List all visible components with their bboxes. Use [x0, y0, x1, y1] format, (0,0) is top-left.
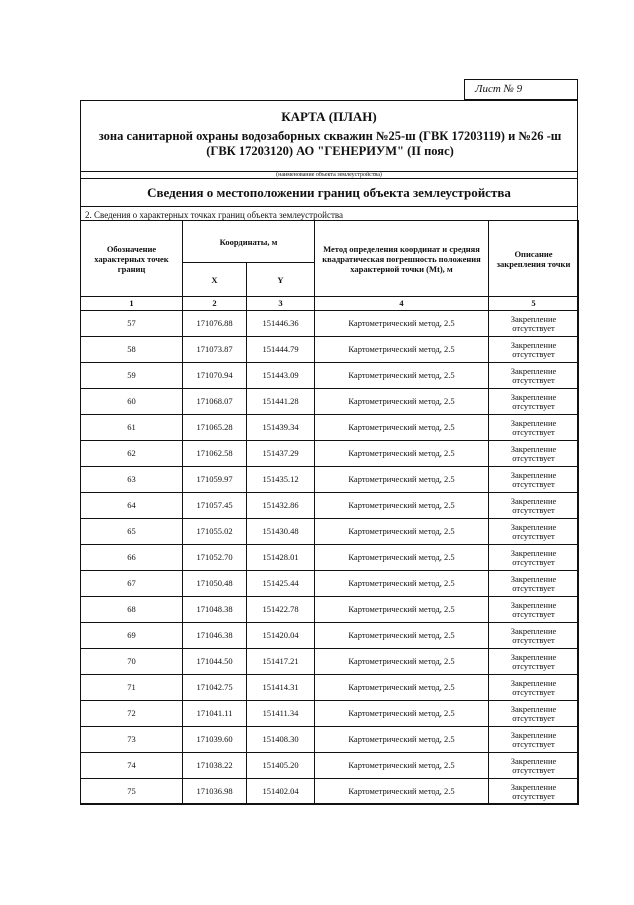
fixing-cell: Закрепление отсутствует — [489, 623, 579, 649]
x-cell: 171036.98 — [183, 779, 247, 805]
method-cell: Картометрический метод, 2.5 — [315, 675, 489, 701]
method-cell: Картометрический метод, 2.5 — [315, 545, 489, 571]
point-cell: 73 — [81, 727, 183, 753]
y-cell: 151446.36 — [247, 311, 315, 337]
method-cell: Картометрический метод, 2.5 — [315, 467, 489, 493]
method-cell: Картометрический метод, 2.5 — [315, 441, 489, 467]
column-number: 3 — [247, 297, 315, 311]
table-row — [81, 363, 579, 389]
boundary-points-table — [80, 220, 579, 805]
x-cell: 171055.02 — [183, 519, 247, 545]
method-cell: Картометрический метод, 2.5 — [315, 311, 489, 337]
point-cell: 60 — [81, 389, 183, 415]
method-cell: Картометрический метод, 2.5 — [315, 571, 489, 597]
fixing-cell: Закрепление отсутствует — [489, 519, 579, 545]
fixing-cell: Закрепление отсутствует — [489, 701, 579, 727]
x-cell: 171059.97 — [183, 467, 247, 493]
method-cell: Картометрический метод, 2.5 — [315, 779, 489, 805]
y-cell: 151444.79 — [247, 337, 315, 363]
table-row — [81, 597, 579, 623]
method-cell: Картометрический метод, 2.5 — [315, 519, 489, 545]
fixing-cell: Закрепление отсутствует — [489, 389, 579, 415]
table-row — [81, 467, 579, 493]
subsection-title: 2. Сведения о характерных точках границ объекта землеустройства — [85, 210, 344, 220]
method-cell: Картометрический метод, 2.5 — [315, 389, 489, 415]
method-cell: Картометрический метод, 2.5 — [315, 649, 489, 675]
y-cell: 151405.20 — [247, 753, 315, 779]
table-row — [81, 649, 579, 675]
fixing-cell: Закрепление отсутствует — [489, 441, 579, 467]
point-cell: 62 — [81, 441, 183, 467]
y-cell: 151441.28 — [247, 389, 315, 415]
x-cell: 171046.38 — [183, 623, 247, 649]
sheet-number: Лист № 9 — [464, 79, 578, 100]
table-row — [81, 571, 579, 597]
method-cell: Картометрический метод, 2.5 — [315, 753, 489, 779]
fixing-cell: Закрепление отсутствует — [489, 727, 579, 753]
table-row — [81, 311, 579, 337]
method-cell: Картометрический метод, 2.5 — [315, 337, 489, 363]
fixing-cell: Закрепление отсутствует — [489, 337, 579, 363]
table-row — [81, 727, 579, 753]
table-row — [81, 389, 579, 415]
table-row — [81, 337, 579, 363]
method-cell: Картометрический метод, 2.5 — [315, 597, 489, 623]
point-cell: 58 — [81, 337, 183, 363]
table-row — [81, 441, 579, 467]
column-number: 2 — [183, 297, 247, 311]
x-cell: 171076.88 — [183, 311, 247, 337]
point-cell: 68 — [81, 597, 183, 623]
y-cell: 151428.01 — [247, 545, 315, 571]
table-row — [81, 753, 579, 779]
point-cell: 71 — [81, 675, 183, 701]
method-cell: Картометрический метод, 2.5 — [315, 701, 489, 727]
x-cell: 171070.94 — [183, 363, 247, 389]
x-cell: 171048.38 — [183, 597, 247, 623]
y-cell: 151402.04 — [247, 779, 315, 805]
point-cell: 66 — [81, 545, 183, 571]
x-cell: 171052.70 — [183, 545, 247, 571]
column-number: 5 — [489, 297, 579, 311]
y-cell: 151443.09 — [247, 363, 315, 389]
point-cell: 69 — [81, 623, 183, 649]
table-row — [81, 519, 579, 545]
divider — [81, 178, 577, 179]
x-cell: 171068.07 — [183, 389, 247, 415]
y-cell: 151420.04 — [247, 623, 315, 649]
fixing-cell: Закрепление отсутствует — [489, 363, 579, 389]
y-cell: 151411.34 — [247, 701, 315, 727]
header-point: Обозначение характерных точек границ — [81, 221, 183, 297]
point-cell: 70 — [81, 649, 183, 675]
fixing-cell: Закрепление отсутствует — [489, 753, 579, 779]
x-cell: 171062.58 — [183, 441, 247, 467]
fixing-cell: Закрепление отсутствует — [489, 545, 579, 571]
point-cell: 67 — [81, 571, 183, 597]
method-cell: Картометрический метод, 2.5 — [315, 415, 489, 441]
fixing-cell: Закрепление отсутствует — [489, 649, 579, 675]
fixing-cell: Закрепление отсутствует — [489, 779, 579, 805]
section-title: Сведения о местоположении границ объекта землеустройства — [147, 185, 511, 200]
point-cell: 72 — [81, 701, 183, 727]
x-cell: 171073.87 — [183, 337, 247, 363]
method-cell: Картометрический метод, 2.5 — [315, 493, 489, 519]
y-cell: 151414.31 — [247, 675, 315, 701]
header-x: X — [183, 263, 247, 297]
column-number: 1 — [81, 297, 183, 311]
x-cell: 171041.11 — [183, 701, 247, 727]
fixing-cell: Закрепление отсутствует — [489, 597, 579, 623]
table-row — [81, 415, 579, 441]
point-cell: 74 — [81, 753, 183, 779]
y-cell: 151430.48 — [247, 519, 315, 545]
y-cell: 151432.86 — [247, 493, 315, 519]
point-cell: 61 — [81, 415, 183, 441]
y-cell: 151435.12 — [247, 467, 315, 493]
x-cell: 171038.22 — [183, 753, 247, 779]
y-cell: 151439.34 — [247, 415, 315, 441]
x-cell: 171044.50 — [183, 649, 247, 675]
point-cell: 75 — [81, 779, 183, 805]
table-row — [81, 675, 579, 701]
fixing-cell: Закрепление отсутствует — [489, 415, 579, 441]
method-cell: Картометрический метод, 2.5 — [315, 363, 489, 389]
document-frame — [80, 100, 578, 804]
header-coordinates: Координаты, м — [183, 221, 315, 263]
table-row — [81, 623, 579, 649]
header-method: Метод определения координат и средняя квадратическая погрешность положения характерной точки (Mt), м — [315, 221, 489, 297]
table-row — [81, 493, 579, 519]
document-title: КАРТА (ПЛАН) — [281, 109, 377, 124]
point-cell: 63 — [81, 467, 183, 493]
divider — [81, 206, 577, 207]
table-row — [81, 701, 579, 727]
y-cell: 151408.30 — [247, 727, 315, 753]
y-cell: 151422.78 — [247, 597, 315, 623]
method-cell: Картометрический метод, 2.5 — [315, 623, 489, 649]
header-y: Y — [247, 263, 315, 297]
column-number: 4 — [315, 297, 489, 311]
method-cell: Картометрический метод, 2.5 — [315, 727, 489, 753]
header-fixing: Описание закрепления точки — [489, 221, 579, 297]
table-row — [81, 545, 579, 571]
point-cell: 64 — [81, 493, 183, 519]
document-subtitle: зона санитарной охраны водозаборных скважин №25-ш (ГВК 17203119) и №26 -ш (ГВК 17203120) АО "ГЕНЕРИУМ" (II пояс) — [98, 129, 562, 158]
object-name-caption: (наименование объекта землеустройства) — [276, 172, 382, 178]
y-cell: 151417.21 — [247, 649, 315, 675]
y-cell: 151437.29 — [247, 441, 315, 467]
y-cell: 151425.44 — [247, 571, 315, 597]
fixing-cell: Закрепление отсутствует — [489, 467, 579, 493]
fixing-cell: Закрепление отсутствует — [489, 675, 579, 701]
x-cell: 171057.45 — [183, 493, 247, 519]
x-cell: 171039.60 — [183, 727, 247, 753]
fixing-cell: Закрепление отсутствует — [489, 493, 579, 519]
fixing-cell: Закрепление отсутствует — [489, 311, 579, 337]
point-cell: 59 — [81, 363, 183, 389]
fixing-cell: Закрепление отсутствует — [489, 571, 579, 597]
point-cell: 65 — [81, 519, 183, 545]
x-cell: 171065.28 — [183, 415, 247, 441]
x-cell: 171042.75 — [183, 675, 247, 701]
table-row — [81, 779, 579, 805]
x-cell: 171050.48 — [183, 571, 247, 597]
point-cell: 57 — [81, 311, 183, 337]
